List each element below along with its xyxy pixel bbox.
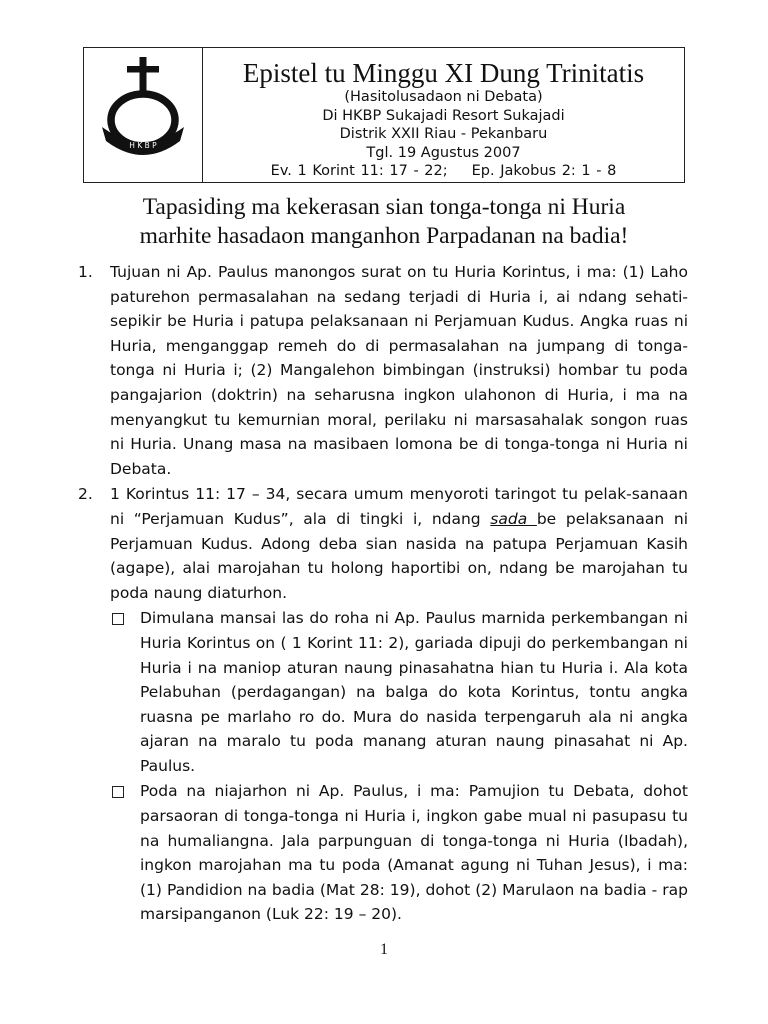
sub-item-2 [110, 779, 688, 927]
logo-cell [84, 48, 203, 182]
hkbp-cross-logo-icon [94, 57, 192, 175]
header-date: Tgl. 19 Agustus 2007 [366, 144, 521, 161]
item-emphasis: sada [490, 509, 537, 528]
theme-line-1: Tapasiding ma kekerasan sian tonga-tonga ni Huria [142, 194, 626, 220]
sub-item-text: Poda na niajarhon ni Ap. Paulus, i ma: Pamujion tu Debata, dohot parsaoran di tonga-tonga ni Huria i, ingkon gabe mual ni pasupasu tu na humaliangna. Jala parpunguan di tonga-tonga ni Huria (Ibadah), ingkon marojahan ma tu poda (Amanat agung ni Tuhan Jesus), i ma: (1) Pandidion na badia (Mat 28: 19), dohot (2) Marulaon na badia - rap marsipanganon (Luk 22: 19 – 20). [140, 782, 688, 924]
list-item-2 [78, 482, 688, 927]
header-church: Di HKBP Sukajadi Resort Sukajadi [322, 107, 565, 124]
header-ep: Ep. Jakobus 2: 1 - 8 [471, 163, 617, 179]
item-text-before: 1 Korintus 11: 17 – 34, secara umum menyoroti taringot tu pelak-sanaan ni “Perjamuan Kudus”, ala di tingki i, ndang [110, 485, 688, 528]
header-info [203, 48, 684, 182]
page-number: 1 [380, 941, 388, 958]
theme-line-2: marhite hasadaon manganhon Parpadanan na badia! [139, 223, 629, 249]
header-readings [203, 162, 684, 181]
logo-text: H K B P [129, 141, 157, 150]
content [78, 260, 688, 927]
item-text: Tujuan ni Ap. Paulus manongos surat on tu Huria Korintus, i ma: (1) Laho paturehon permasalahan na sedang terjadi di Huria i, ai ndang sehati-sepikir be Huria i patupa pelaksanaan ni Perjamuan Kudus. Angka ruas ni Huria, menganggap remeh do di permasalahan na jumpang di tonga-tonga ni Huria i; (2) Mangalehon bimbingan (instruksi) hombar tu poda pangajarion (doktrin) na seharusna ingkon ulahonon di Huria, i ma na menyangkut tu kemurnian moral, perilaku ni marsasahalak songon ruas ni Huria. Unang masa na masibaen lomona be di tonga-tonga ni Huria ni Debata. [110, 263, 688, 478]
sermon-theme [60, 193, 708, 251]
header-title: Epistel tu Minggu XI Dung Trinitatis [242, 58, 645, 88]
header-box [83, 47, 685, 183]
header-subtitle: (Hasitolusadaon ni Debata) [344, 89, 543, 105]
header-ev: Ev. 1 Korint 11: 17 - 22; [270, 163, 448, 179]
item-text-after: be pelaksanaan ni Perjamuan Kudus. Adong deba sian nasida na patupa Perjamuan Kasih (agape), alai marojahan tu holong haportibi on, ndang be marojahan tu poda naung diaturhon. [110, 509, 688, 602]
checkbox-bullet-icon [112, 786, 124, 798]
item-text [110, 482, 688, 605]
item-number: 1. [78, 263, 93, 281]
item-number: 2. [78, 485, 93, 504]
list-item-1 [78, 260, 688, 481]
header-district: Distrik XXII Riau - Pekanbaru [339, 126, 548, 142]
sub-item-text: Dimulana mansai las do roha ni Ap. Paulus marnida perkembangan ni Huria Korintus on ( 1 Korint 11: 2), gariada dipuji do perkembangan ni Huria i na maniop aturan naung pinasahatna hian tu Huria i. Ala kota Pelabuhan (perdagangan) na balga do kota Korintus, tontu angka ruasna pe marlaho ro do. Mura do nasida terpengaruh ala ni angka ajaran na maralo tu poda manang aturan naung pinasahat ni Ap. Paulus. [140, 609, 688, 775]
checkbox-bullet-icon [112, 613, 124, 625]
sub-item-1 [110, 606, 688, 778]
